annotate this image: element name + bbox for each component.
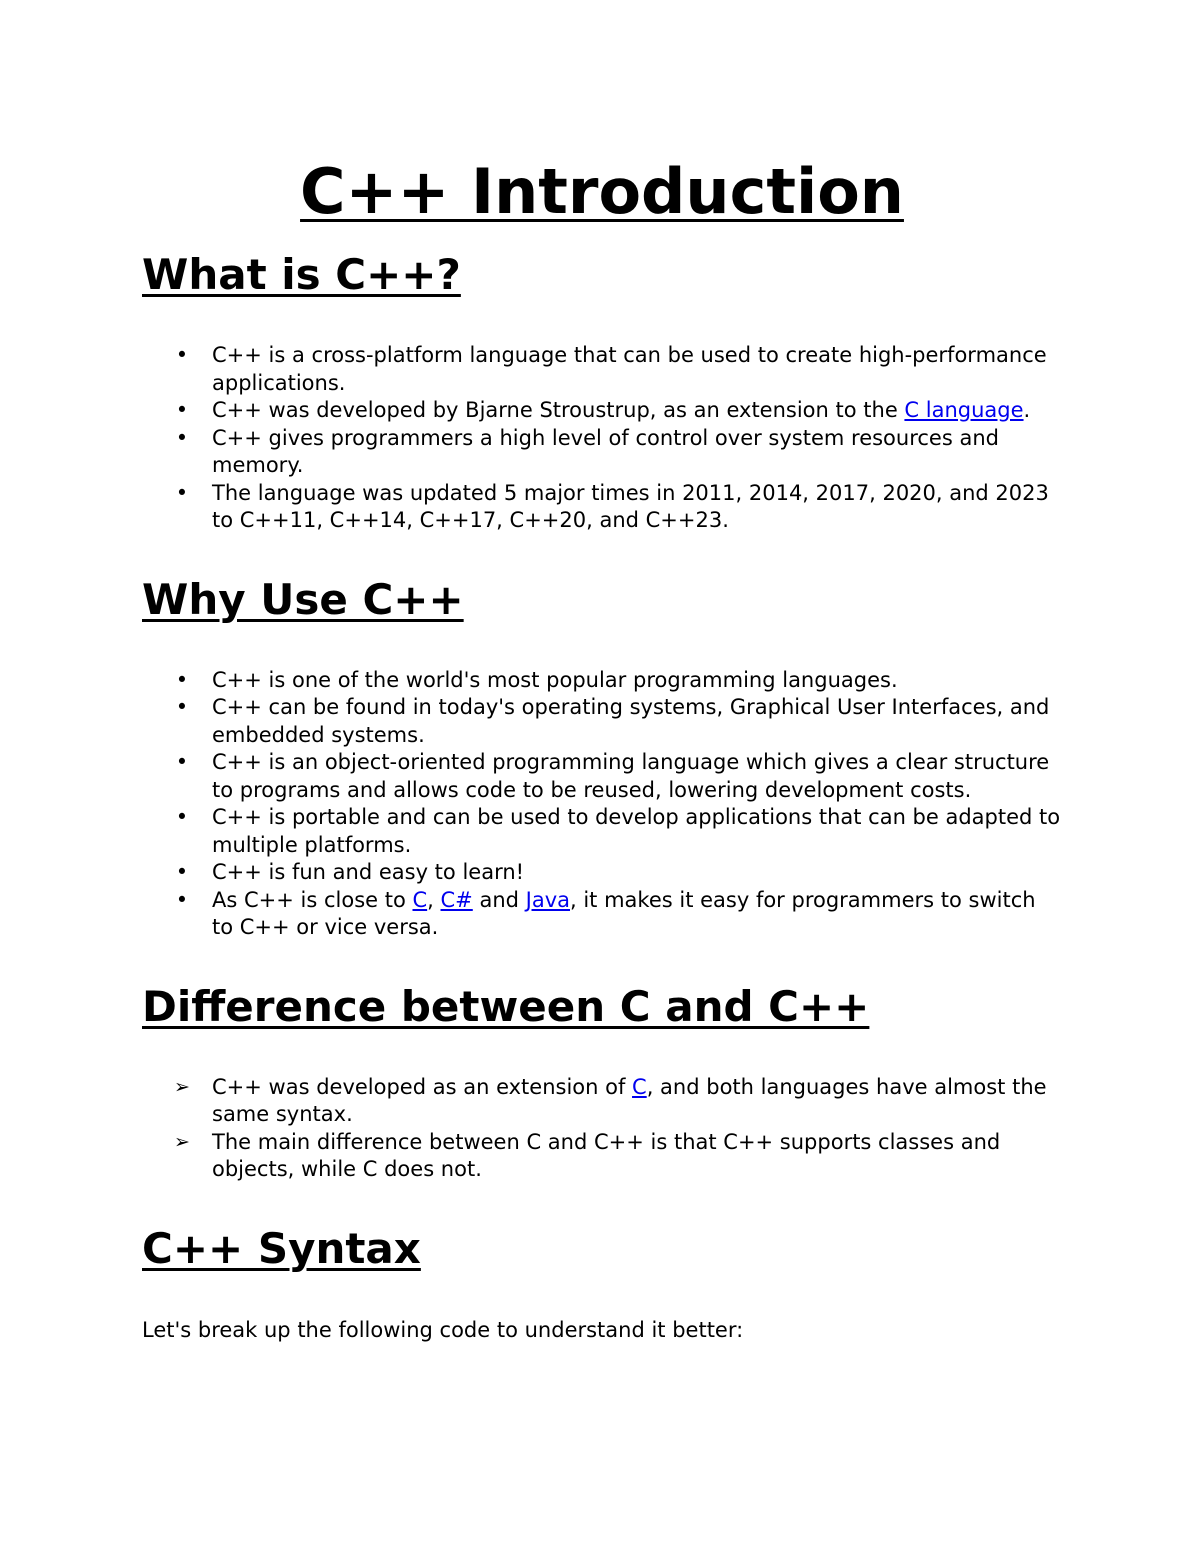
list-difference-c-cpp [142, 1074, 1062, 1184]
heading-why-use-cpp: Why Use C++ [142, 574, 464, 624]
list-item [142, 397, 1062, 425]
list-item-text: C++ was developed by Bjarne Stroustrup, as an extension to the [212, 398, 905, 422]
list-item-text: The main difference between C and C++ is that C++ supports classes and objects, while C does not. [212, 1129, 1001, 1181]
document-page [142, 150, 1062, 1344]
list-item-text: C++ can be found in today's operating systems, Graphical User Interfaces, and embedded systems. [212, 695, 1050, 747]
bullet-icon: • [175, 480, 189, 505]
list-item-text: The language was updated 5 major times in 2011, 2014, 2017, 2020, and 2023 to C++11, C++14, C++17, C++20, and C++23. [212, 480, 1049, 532]
link-c-language[interactable]: C language [904, 398, 1024, 422]
list-item-text: C++ was developed as an extension of [212, 1074, 633, 1099]
list-item [142, 425, 1062, 480]
list-item [142, 887, 1062, 942]
list-item [142, 667, 1062, 695]
bullet-icon: • [175, 860, 189, 884]
list-item [142, 1129, 1062, 1184]
list-item-text: C++ is fun and easy to learn! [212, 860, 525, 884]
list-item-text: and [472, 887, 526, 912]
list-item-text: . [1023, 398, 1031, 422]
page-title: C++ Introduction [300, 155, 904, 228]
list-why-use-cpp [142, 667, 1062, 942]
list-what-is-cpp [142, 342, 1062, 535]
link-c[interactable]: C [412, 887, 428, 912]
list-item-text: , it makes it easy for programmers to switch to C++ or vice versa. [212, 887, 1036, 939]
list-item [142, 342, 1062, 397]
bullet-icon: • [175, 805, 189, 829]
list-item-text: As C++ is close to [212, 887, 413, 912]
bullet-icon: • [175, 398, 189, 422]
list-item [142, 1074, 1062, 1129]
bullet-icon: • [175, 425, 189, 450]
list-item [142, 749, 1062, 804]
list-item [142, 694, 1062, 749]
list-item-text: , and both languages have almost the same syntax. [212, 1074, 1047, 1126]
list-item [142, 804, 1062, 859]
list-item-text: , [427, 887, 441, 912]
bullet-icon: • [175, 343, 189, 367]
list-item-text: C++ is one of the world's most popular programming languages. [212, 667, 898, 692]
link-c[interactable]: C [632, 1074, 647, 1099]
heading-what-is-cpp: What is C++? [142, 250, 461, 299]
syntax-intro-paragraph: Let's break up the following code to understand it better: [142, 1317, 744, 1342]
list-item-text: C++ is portable and can be used to develop applications that can be adapted to multiple platforms. [212, 805, 1061, 857]
bullet-icon: • [175, 695, 189, 719]
arrow-bullet-icon: ➢ [174, 1130, 190, 1153]
list-item [142, 859, 1062, 887]
bullet-icon: • [175, 887, 189, 912]
link-java[interactable]: Java [525, 887, 570, 912]
bullet-icon: • [175, 667, 189, 692]
link-c-sharp[interactable]: C# [440, 887, 473, 912]
list-item-text: C++ is a cross-platform language that can be used to create high-performance applications. [212, 343, 1047, 395]
heading-difference-c-cpp: Difference between C and C++ [142, 981, 870, 1031]
list-item [142, 480, 1062, 535]
list-item-text: C++ is an object-oriented programming language which gives a clear structure to programs and allows code to be reused, lowering development costs. [212, 750, 1050, 802]
heading-cpp-syntax: C++ Syntax [142, 1223, 421, 1273]
bullet-icon: • [175, 750, 189, 774]
list-item-text: C++ gives programmers a high level of control over system resources and memory. [212, 425, 999, 477]
arrow-bullet-icon: ➢ [174, 1075, 190, 1098]
